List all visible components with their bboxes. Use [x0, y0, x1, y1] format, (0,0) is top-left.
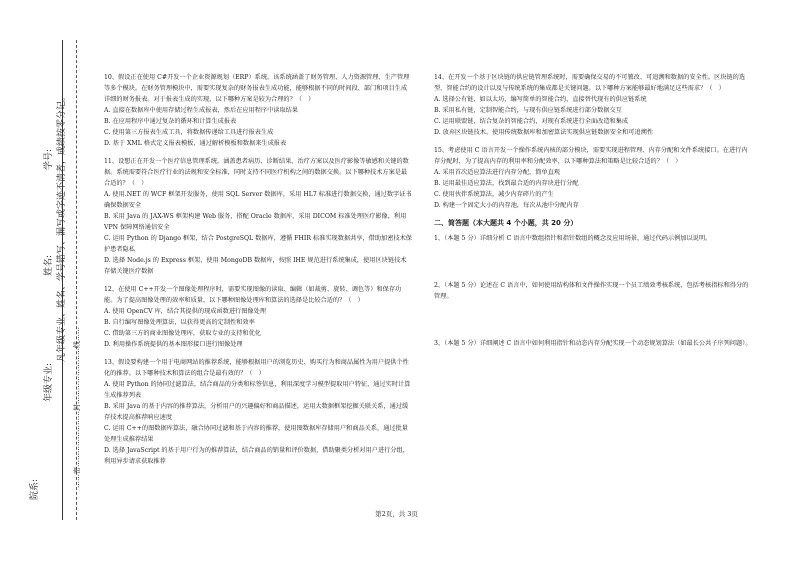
question-stem: 11、设想正在开发一个医疗信息管理系统，涵盖患者病历、诊断结果、治疗方案以及医疗影像等敏感和关键的数据。系统需要符合医疗行业的法规和安全标准，同时支持不同医疗机构之间的数据交换。以下哪种技术方案是最合适的？（ ） [104, 158, 409, 187]
question [434, 145, 752, 211]
question-stem: 13、假设要构建一个用于电商网站的推荐系统，能够根据用户的浏览历史、购买行为和商品属性为用户提供个性化的推荐。以下哪种技术和算法的组合是最有效的？（ ） [104, 359, 409, 377]
question [104, 156, 412, 277]
answer-option: C. 使用第三方报表生成工具，将数据传递给工具进行报表生成 [104, 129, 274, 136]
answer-option: D. 构建一个固定大小的内存池，每次从池中分配内存 [434, 202, 579, 209]
essay-question: 2、（本题 5 分）论述在 C 语言中，如何使用结构体和文件操作实现一个员工绩效考核系统，包括考核指标和得分的管理。 [434, 282, 749, 300]
class-label: 年级专业: [44, 362, 54, 402]
essay-question: 1、（本题 5 分）详细分析 C 语言中数组指针和指针数组的概念及应用场景，通过代码示例加以说明。 [434, 235, 712, 242]
question-stem: 12、在使用 C++开发一个图像处理程序时，需要实现图像的读取、编辑（如裁剪、旋转、调色等）和保存功能。为了提高图像处理的效率和质量，以下哪种图像处理库和算法的选择是比较合适的？（ ） [104, 286, 402, 304]
question [104, 357, 412, 467]
question [434, 72, 752, 138]
answer-option: B. 运用最佳适应算法，找到最合适的内存块进行分配 [434, 180, 579, 187]
answer-option: A. 直接在数据库中使用存储过程生成报表，然后在应用程序中读取结果 [104, 107, 299, 114]
right-column [434, 72, 752, 385]
answer-option: C. 运用 C++的图数据库算法，融合协同过滤和基于内容的推荐，使用图数据库存储用户和商品关系，通过批量处理生成推荐结果 [104, 425, 408, 443]
answer-option: A. 使用 Python 的协同过滤算法，结合商品的分类和标签信息，利用深度学习模型提取用户特征，通过实时计算生成推荐列表 [104, 381, 411, 399]
answer-option: A. 采用首次适应算法进行内存分配，简单直观 [434, 169, 560, 176]
answer-option: B. 采用 Java 的 JAX-WS 框架构建 Web 服务，搭配 Oracle 数据库，采用 DICOM 标准处理医疗影像，利用 VPN 保障网络通信安全 [104, 213, 407, 231]
binding-margin [0, 0, 95, 561]
answer-option: B. 自行编写图像处理算法，以获得更高的定制性和效率 [104, 319, 255, 326]
section-title: 二、简答题（本大题共 4 个小题，共 20 分） [434, 219, 578, 227]
answer-option: B. 在应用程序中通过复杂的循环和计算生成报表 [104, 118, 237, 125]
page-footer: 第2页，共 3页 [375, 510, 418, 518]
essay-question: 3、（本题 5 分）详细阐述 C 语言中如何利用指针和动态内存分配实现一个动态规划算法（如最长公共子序列问题）。 [434, 340, 752, 347]
answer-option: D. 利用操作系统提供的基本图形接口进行图像处理 [104, 341, 243, 348]
answer-option: B. 采用 Java 的基于内容的推荐算法，分析用户的兴趣偏好和商品描述，运用大数据框架挖掘关联关系，通过缓存技术提高推荐响应速度 [104, 403, 409, 421]
answer-option: C. 运用 Python 的 Django 框架，结合 PostgreSQL 数据库，遵循 FHIR 标准实现数据共享，借助加密技术保护患者隐私 [104, 235, 412, 253]
answer-option: C. 运用联盟链，结合复杂的智能合约，对现有系统进行全面改造和集成 [434, 118, 629, 125]
question-stem: 14、在开发一个基于区块链的供应链管理系统时，需要确保交易的不可篡改、可追溯和数据的安全性。区块链的选型、智能合约的设计以及与传统系统的集成都是关键问题。以下哪种方案能够最好地满足这些需求？（ ） [434, 74, 746, 92]
answer-option: C. 使用伙伴系统算法，减少内存碎片的产生 [434, 191, 554, 198]
answer-option: D. 基于 XML 格式定义报表模板，通过解析模板和数据来生成报表 [104, 140, 287, 147]
question-stem: 10、假设正在使用 C#开发一个企业资源规划（ERP）系统，该系统涵盖了财务管理、人力资源管理、生产管理等多个模块。在财务管理模块中，需要实现复杂的财务报表生成功能，能够根据不同的时间段、部门和项目生成详细的财务报表。对于报表生成的实现，以下哪种方案是较为合理的？（ ） [104, 74, 410, 103]
question-stem: 15、考虑使用 C 语言开发一个操作系统内核的部分模块，需要实现进程管理、内存分配和文件系统接口。在进行内存分配时，为了提高内存的利用率和分配效率，以下哪种算法和策略是比较合适的？（ ） [434, 147, 748, 165]
question [104, 284, 412, 350]
college-label: 院系: [30, 478, 40, 500]
warning-text: 凡年级专业、姓名、学号错写、漏写或字迹不清者，成绩按零分记。 [57, 91, 67, 362]
answer-option: A. 使用.NET 的 WCF 框架开发服务，使用 SQL Server 数据库，采用 HL7 标准进行数据交换，通过数字证书确保数据安全 [104, 191, 412, 209]
cut-line-text: ……密……………………封……………………线…… [73, 327, 81, 488]
answer-option: D. 选择 JavaScript 的基于用户行为的推荐算法，结合商品的销量和评价数据，借助聚类分析对用户进行分组，利用异步请求获取推荐 [104, 447, 409, 465]
answer-option: A. 选择公有链，如以太坊，编写简单的智能合约，直接替代现有的供应链系统 [434, 96, 647, 103]
left-column [104, 72, 412, 474]
question [104, 72, 412, 149]
answer-option: B. 采用私有链，定制智能合约，与现有供应链系统进行部分数据交互 [434, 107, 622, 114]
answer-option: C. 借助第三方的商业图像处理库，获取专业的支持和优化 [104, 330, 261, 337]
answer-option: A. 使用 OpenCV 库，结合其提供的现成函数进行图像处理 [104, 308, 266, 315]
student-id-label: 学号: [44, 148, 54, 170]
name-label: 姓名: [44, 254, 54, 276]
answer-option: D. 放弃区块链技术，使用传统数据库和加密算法实现供应链数据安全和可追溯性 [434, 129, 654, 136]
answer-option: D. 选择 Node.js 的 Express 框架，使用 MongoDB 数据库，按照 IHE 规范进行系统集成，使用区块链技术存储关键医疗数据 [104, 257, 407, 275]
